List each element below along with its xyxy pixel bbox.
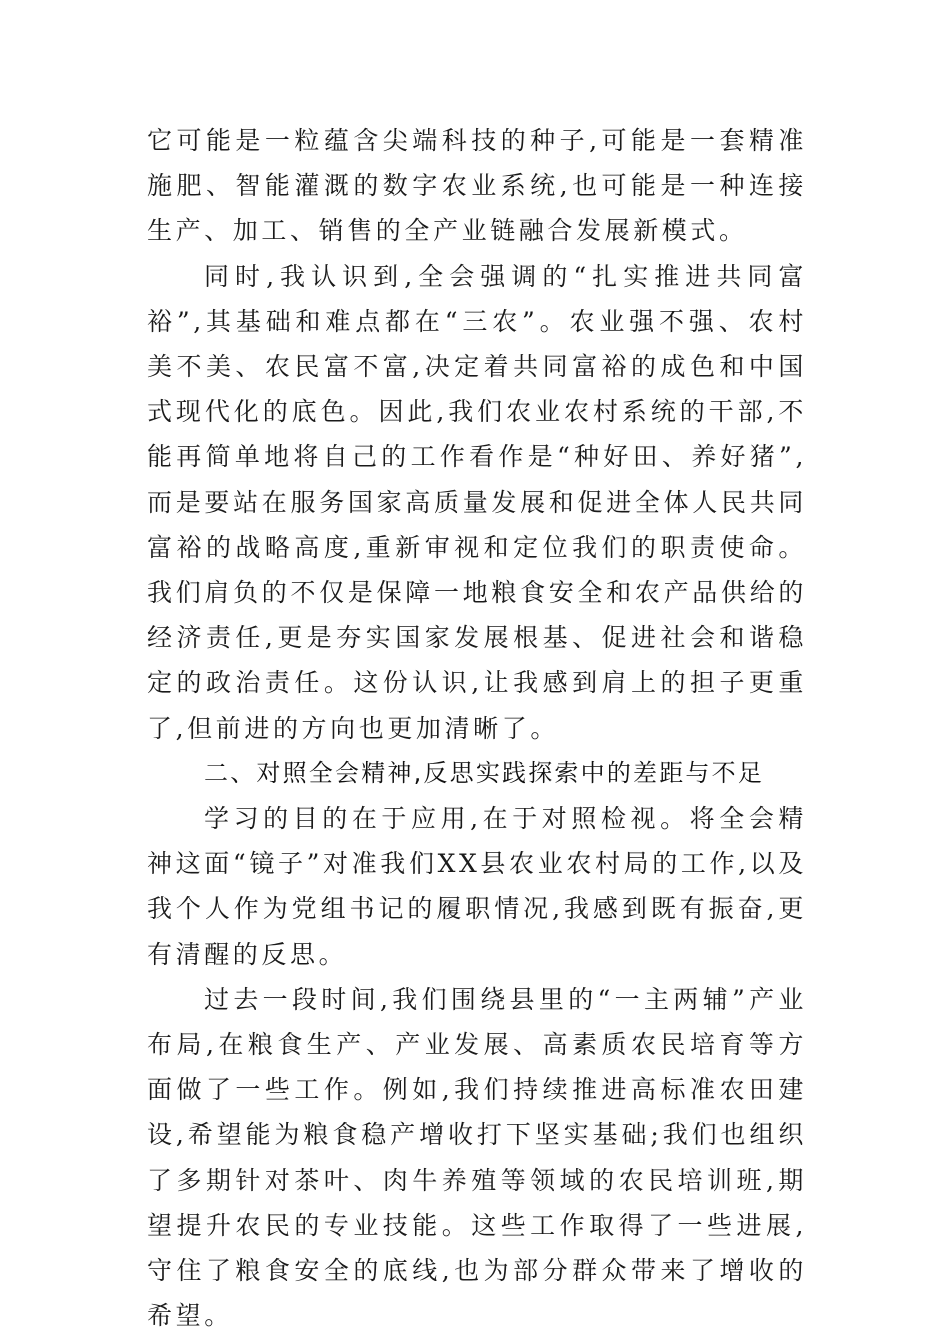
paragraph-continuation: 它可能是一粒蕴含尖端科技的种子,可能是一套精准施肥、智能灌溉的数字农业系统,也可能是一种连接生产、加工、销售的全产业链融合发展新模式。 — [147, 126, 807, 246]
paragraph-common-prosperity: 同时,我认识到,全会强调的“扎实推进共同富裕”,其基础和难点都在“三农”。农业强不强、农村美不美、农民富不富,决定着共同富裕的成色和中国式现代化的底色。因此,我们农业农村系统的干部,不能再简单地将自己的工作看作是“种好田、养好猪”,而是要站在服务国家高质量发展和促进全体人民共同富裕的战略高度,重新审视和定位我们的职责使命。我们肩负的不仅是保障一地粮食安全和农产品供给的经济责任,更是夯实国家发展根基、促进社会和谐稳定的政治责任。这份认识,让我感到肩上的担子更重了,但前进的方向也更加清晰了。 — [147, 261, 807, 743]
paragraph-self-review: 学习的目的在于应用,在于对照检视。将全会精神这面“镜子”对准我们XX县农业农村局的工作,以及我个人作为党组书记的履职情况,我感到既有振奋,更有清醒的反思。 — [147, 804, 807, 969]
paragraph-past-work: 过去一段时间,我们围绕县里的“一主两辅”产业布局,在粮食生产、产业发展、高素质农民培育等方面做了一些工作。例如,我们持续推进高标准农田建设,希望能为粮食稳产增收打下坚实基础;我们也组织了多期针对茶叶、肉牛养殖等领域的农民培训班,期望提升农民的专业技能。这些工作取得了一些进展,守住了粮食安全的底线,也为部分群众带来了增收的希望。 — [147, 984, 807, 1331]
section-heading: 二、对照全会精神,反思实践探索中的差距与不足 — [204, 758, 765, 787]
document-body — [147, 118, 807, 1338]
